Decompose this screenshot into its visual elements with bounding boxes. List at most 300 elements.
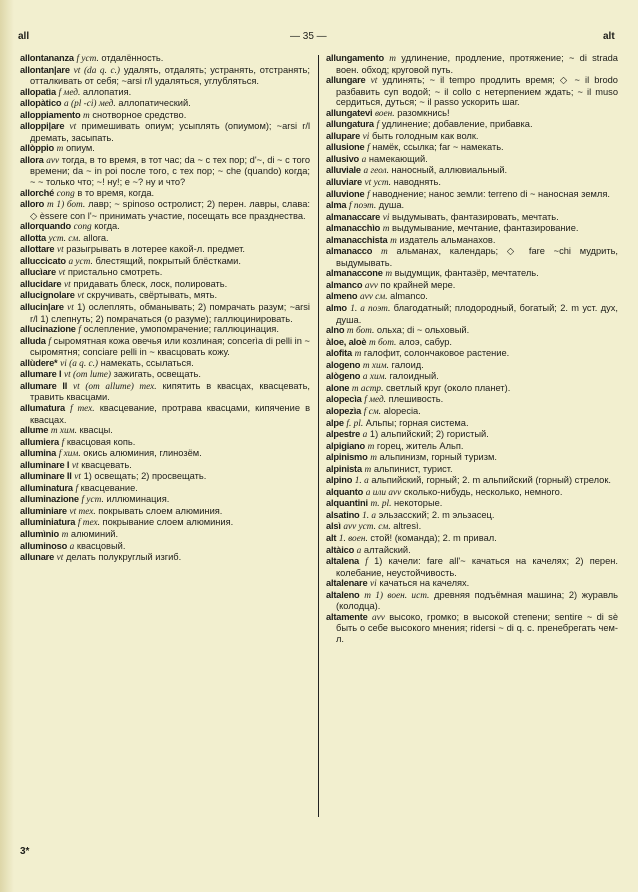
definition: удлинение; добавление, прибавка. xyxy=(381,119,533,130)
headword: alluviare xyxy=(326,177,362,188)
grammar-label: avv xyxy=(364,280,378,291)
grammar-label: a xyxy=(361,154,367,165)
grammar-label: f тех. xyxy=(77,518,100,529)
grammar-label: 1. воен. xyxy=(338,533,368,544)
headword: alogeno xyxy=(326,359,361,370)
definition: когда. xyxy=(94,221,120,232)
grammar-label: f xyxy=(367,143,370,154)
headword: allòppio xyxy=(20,143,55,154)
dictionary-entry xyxy=(20,233,310,245)
grammar-label: m xyxy=(56,144,64,155)
headword: allùdere* xyxy=(20,357,58,368)
definition: опиум. xyxy=(65,143,95,154)
definition: наносный, аллювиальный. xyxy=(391,165,508,176)
grammar-label: m xyxy=(354,349,362,360)
headword: alluminatura xyxy=(20,482,73,493)
headword: almanco xyxy=(326,279,363,290)
definition: некоторые. xyxy=(394,498,443,509)
dictionary-entry xyxy=(326,53,618,75)
headword: alpestre xyxy=(326,429,361,440)
headword: allumìnio xyxy=(20,528,60,539)
headword: allungare xyxy=(326,75,366,86)
dictionary-entry xyxy=(20,324,310,336)
definition: 1) ослеплять, обманывать; 2) помрачать разум; ~arsi r/l 1) слепнуть; 2) помрачаться (о разуме); галлюцинировать. xyxy=(30,302,310,324)
dictionary-entry xyxy=(20,143,310,155)
definition: Альпы; горная система. xyxy=(365,417,469,428)
dictionary-entry xyxy=(326,119,618,131)
headword: altaleno xyxy=(326,589,360,600)
page-edge-shadow xyxy=(0,0,14,892)
definition: квасцовая копь. xyxy=(66,436,136,447)
definition: аллопатический. xyxy=(118,98,191,109)
grammar-label: vt xyxy=(67,303,74,314)
grammar-label: f мед. xyxy=(58,87,81,98)
dictionary-entry xyxy=(326,348,618,360)
definition: душа. xyxy=(378,200,405,211)
definition: намекать, ссылаться. xyxy=(100,357,194,368)
dictionary-entry xyxy=(326,268,618,280)
headword: allora xyxy=(20,154,44,165)
headword: alno xyxy=(326,325,345,336)
definition: алоэ, сабур. xyxy=(398,336,452,347)
grammar-label: vi xyxy=(382,212,390,223)
definition: almanco. xyxy=(390,291,428,302)
grammar-label: f xyxy=(365,557,368,568)
headword: alluminare I xyxy=(20,459,70,470)
headword: àloe, aloè xyxy=(326,336,367,347)
grammar-label: vt xyxy=(56,245,64,256)
dictionary-entry xyxy=(326,452,618,464)
definition: галоид. xyxy=(391,359,424,370)
dictionary-entry xyxy=(326,212,618,224)
definition: alopecia. xyxy=(383,405,421,416)
definition: примешивать опиум; усыплять (опиумом); ~arsi r/l дремать, засыпать. xyxy=(30,121,311,143)
definition: древняя подъёмная машина; 2) журавль (колодца). xyxy=(336,589,619,612)
definition: квасцевание, протрава квасцами, кипячение в квасцах. xyxy=(30,402,311,425)
definition: снотворное средство. xyxy=(92,109,187,120)
definition: придавать блеск, лоск, полировать. xyxy=(73,278,228,289)
headword: almanaccone xyxy=(326,268,383,279)
grammar-label: vt xyxy=(71,460,79,471)
grammar-label: vt xyxy=(58,268,66,279)
dictionary-entry xyxy=(20,279,310,291)
dictionary-entry xyxy=(326,612,618,645)
right-guide-word: alt xyxy=(603,31,615,42)
dictionary-entry xyxy=(326,429,618,441)
grammar-label: m xyxy=(385,269,393,280)
grammar-label: m xyxy=(61,529,69,540)
grammar-label: vt уст. xyxy=(364,178,391,189)
definition: алтайский. xyxy=(363,544,411,555)
headword: allusione xyxy=(326,142,365,153)
headword: almanaccare xyxy=(326,211,381,222)
definition: альпинизм, горный туризм. xyxy=(379,452,497,463)
headword: alluminazione xyxy=(20,494,79,505)
grammar-label: 1. a поэт. xyxy=(350,304,391,315)
definition: альпийский, горный; 2. m альпийский (горный) стрелок. xyxy=(371,475,611,486)
definition: алюминий. xyxy=(70,528,119,539)
grammar-label: f уст. xyxy=(81,495,104,506)
dictionary-entry xyxy=(326,533,618,545)
dictionary-entry xyxy=(20,541,310,553)
headword: alpe xyxy=(326,417,344,428)
grammar-label: f мед. xyxy=(364,395,386,406)
dictionary-entry xyxy=(20,483,310,495)
headword: allotta xyxy=(20,232,46,243)
headword: alluvione xyxy=(326,188,365,199)
headword: alluda xyxy=(20,335,46,346)
definition: стой! (команда); 2. m привал. xyxy=(370,532,497,543)
headword: allucidare xyxy=(20,278,62,289)
headword: alògeno xyxy=(326,371,361,382)
dictionary-entry xyxy=(326,475,618,487)
grammar-label: m xyxy=(390,235,397,246)
definition: ольха; di ~ ольховый. xyxy=(376,325,470,336)
grammar-label: a xyxy=(362,430,368,441)
headword: allopatìa xyxy=(20,86,56,97)
definition: лавр; ~ spinoso остролист; 2) перен. лавры, слава: ◇ èssere con l'~ принимать участие, посещать все празднества. xyxy=(30,199,310,221)
grammar-label: m хим. xyxy=(50,426,77,437)
dictionary-entry xyxy=(20,221,310,233)
dictionary-entry xyxy=(326,246,618,268)
definition: квасцовый. xyxy=(76,540,126,551)
grammar-label: m xyxy=(83,110,90,121)
definition: по крайней мере. xyxy=(380,279,456,290)
dictionary-entry xyxy=(326,418,618,430)
grammar-label: m xyxy=(370,453,377,464)
grammar-label: vi xyxy=(362,131,370,142)
dictionary-entry xyxy=(326,177,618,189)
headword: alluminare II xyxy=(20,471,72,482)
definition: эльзасский; 2. m эльзасец. xyxy=(378,509,495,520)
dictionary-entry xyxy=(20,448,310,460)
grammar-label: avv уст. см. xyxy=(343,522,391,533)
dictionary-entry xyxy=(326,131,618,143)
grammar-label: f поэт. xyxy=(348,201,377,212)
definition: выдумывание, мечтание, фантазирование. xyxy=(392,223,579,234)
right-column xyxy=(326,53,618,644)
grammar-label: m 1) бот. xyxy=(47,200,86,211)
grammar-label: f xyxy=(367,189,370,200)
grammar-label: avv см. xyxy=(359,292,388,303)
grammar-label: vt xyxy=(56,553,64,564)
definition: благодатный; плодородный, богатый; 2. m уст. дух, душа. xyxy=(336,303,619,325)
definition: качаться на качелях. xyxy=(379,578,470,589)
grammar-label: avv xyxy=(371,612,385,623)
grammar-label: vt xyxy=(69,122,77,133)
headword: allontananza xyxy=(20,53,74,63)
dictionary-entry xyxy=(326,556,618,578)
definition: делать полукруглый изгиб. xyxy=(65,552,182,563)
headword: almanacchìo xyxy=(326,223,381,234)
grammar-label: a (pl -ci) мед. xyxy=(64,99,116,110)
definition: иллюминация. xyxy=(106,494,170,505)
grammar-label: m бот. xyxy=(346,326,375,337)
headword: altamente xyxy=(326,611,368,622)
dictionary-entry xyxy=(20,87,310,99)
definition: зажигать, освещать. xyxy=(113,369,201,380)
definition: галофит, солончаковое растение. xyxy=(363,348,510,359)
dictionary-entry xyxy=(326,280,618,292)
headword: alquanto xyxy=(326,486,364,497)
headword: altàico xyxy=(326,544,355,555)
dictionary-entry xyxy=(20,403,310,425)
definition: покрывать слоем алюминия. xyxy=(98,505,223,516)
dictionary-entry xyxy=(20,53,310,65)
dictionary-entry xyxy=(326,383,618,395)
definition: скручивать, свёртывать, мять. xyxy=(86,290,218,301)
grammar-label: a xyxy=(69,541,75,552)
dictionary-entry xyxy=(326,223,618,235)
headword: alloppiamento xyxy=(20,109,81,120)
dictionary-entry xyxy=(20,494,310,506)
grammar-label: f xyxy=(78,325,81,336)
headword: allorquando xyxy=(20,221,71,232)
dictionary-entry xyxy=(20,65,310,87)
dictionary-entry xyxy=(326,108,618,120)
dictionary-entry xyxy=(326,154,618,166)
grammar-label: vi xyxy=(370,579,377,590)
headword: allumiera xyxy=(20,436,60,447)
headword: allumatura xyxy=(20,402,66,413)
headword: alluminiatura xyxy=(20,517,76,528)
headword: allupare xyxy=(326,130,361,141)
grammar-label: vt xyxy=(74,472,81,483)
definition: наводнение; нанос земли: terreno di ~ наносная земля. xyxy=(372,188,610,199)
dictionary-entry xyxy=(20,302,310,324)
grammar-label: cong xyxy=(73,222,92,233)
headword: allume xyxy=(20,425,49,436)
definition: в то время, когда. xyxy=(77,187,155,198)
dictionary-entry xyxy=(20,336,310,358)
grammar-label: vt тех. xyxy=(69,506,96,517)
grammar-label: a хим. xyxy=(362,372,387,383)
grammar-label: f тех. xyxy=(70,403,95,414)
headword: alsì xyxy=(326,521,341,532)
dictionary-entry xyxy=(326,394,618,406)
definition: альманах, календарь; ◇ fare ~chi мудрить, выдумывать. xyxy=(336,246,619,268)
grammar-label: m xyxy=(381,247,388,258)
headword: allumare I xyxy=(20,369,62,380)
dictionary-entry xyxy=(326,189,618,201)
dictionary-entry xyxy=(326,303,618,325)
dictionary-entry xyxy=(20,437,310,449)
grammar-label: cong xyxy=(56,188,75,199)
grammar-label: a геол. xyxy=(363,166,389,177)
dictionary-entry xyxy=(20,517,310,529)
dictionary-entry xyxy=(20,369,310,381)
page-number: — 35 — xyxy=(290,31,327,42)
headword: alpinista xyxy=(326,463,362,474)
grammar-label: f. pl. xyxy=(346,418,364,429)
grammar-label: f xyxy=(376,120,380,131)
headword: alofita xyxy=(326,348,352,359)
grammar-label: avv xyxy=(46,155,60,166)
grammar-label: f см. xyxy=(363,406,381,417)
headword: alluminoso xyxy=(20,540,68,551)
grammar-label: vt (от allume) тех. xyxy=(72,381,157,392)
dictionary-entry xyxy=(326,291,618,303)
dictionary-entry xyxy=(20,267,310,279)
definition: 1) альпийский; 2) гористый. xyxy=(369,429,489,440)
definition: издатель альманахов. xyxy=(399,234,496,245)
dictionary-entry xyxy=(20,155,310,188)
definition: сколько-нибудь, несколько, немного. xyxy=(403,486,563,497)
dictionary-entry xyxy=(326,464,618,476)
dictionary-entry xyxy=(326,406,618,418)
headword: alpinismo xyxy=(326,452,368,463)
definition: выдумывать, фантазировать, мечтать. xyxy=(392,211,559,222)
headword: alloro xyxy=(20,199,45,210)
dictionary-entry xyxy=(20,244,310,256)
grammar-label: f xyxy=(61,437,65,448)
dictionary-entry xyxy=(326,235,618,247)
column-divider xyxy=(318,55,319,817)
definition: разомкнись! xyxy=(397,107,450,118)
definition: наводнять. xyxy=(393,177,441,188)
headword: allucin|are xyxy=(20,302,64,313)
definition: allora. xyxy=(83,232,109,243)
dictionary-entry xyxy=(20,188,310,200)
left-guide-word: all xyxy=(18,31,30,42)
dictionary-entry xyxy=(326,510,618,522)
grammar-label: vt xyxy=(370,76,378,87)
dictionary-entry xyxy=(326,578,618,590)
grammar-label: vt (от lume) xyxy=(64,370,111,381)
headword: allucignolare xyxy=(20,290,75,301)
dictionary-entry xyxy=(326,337,618,349)
definition: 1) качели: fare all'~ качаться на качелях; 2) перен. колебание, неустойчивость. xyxy=(336,556,618,578)
dictionary-entry xyxy=(326,360,618,372)
headword: allunare xyxy=(20,552,55,563)
dictionary-entry xyxy=(20,381,310,403)
dictionary-entry xyxy=(326,165,618,177)
headword: alone xyxy=(326,382,350,393)
grammar-label: vt xyxy=(77,291,85,302)
headword: alloppi|are xyxy=(20,121,65,132)
headword: allopàtico xyxy=(20,98,62,109)
dictionary-entry xyxy=(20,506,310,518)
headword: altalenare xyxy=(326,578,368,589)
definition: разыгрывать в лотерее какой-л. предмет. xyxy=(66,244,245,255)
headword: allottare xyxy=(20,244,55,255)
definition: альпинист, турист. xyxy=(373,463,453,474)
headword: allungamento xyxy=(326,53,385,63)
definition: квасцы. xyxy=(79,425,113,436)
definition: удлинять; ~ il tempo продлить время; ◇ ~ il brodo разбавить суп водой; ~ il collo с нетерпением ждать; ~ il muso сердиться, дуться; ~ il passo ускорить шаг. xyxy=(336,75,618,108)
grammar-label: m xyxy=(367,441,375,452)
grammar-label: a xyxy=(356,545,362,556)
definition: аллопатия. xyxy=(82,86,132,97)
definition: выдумщик, фантазёр, мечтатель. xyxy=(394,268,539,279)
dictionary-entry xyxy=(20,256,310,268)
grammar-label: f xyxy=(48,336,51,347)
dictionary-entry xyxy=(20,199,310,221)
dictionary-entry xyxy=(326,441,618,453)
headword: allungatura xyxy=(326,119,374,130)
headword: alluccicato xyxy=(20,255,66,266)
grammar-label: m xyxy=(389,54,397,64)
left-column xyxy=(20,53,310,564)
dictionary-entry xyxy=(20,552,310,564)
definition: отдалённость. xyxy=(101,53,164,63)
headword: altalena xyxy=(326,556,360,567)
headword: alluviale xyxy=(326,165,361,176)
headword: alpino xyxy=(326,475,353,486)
dictionary-entry xyxy=(326,498,618,510)
dictionary-entry xyxy=(326,200,618,212)
definition: 1) освещать; 2) просвещать. xyxy=(83,471,207,482)
headword: almo xyxy=(326,303,347,314)
grammar-label: 1. a xyxy=(354,476,369,487)
dictionary-entry xyxy=(326,325,618,337)
definition: намекающий. xyxy=(368,153,428,164)
definition: намёк, ссылка; far ~ намекать. xyxy=(372,142,504,153)
headword: alluminiare xyxy=(20,505,67,516)
grammar-label: m хим. xyxy=(362,360,389,371)
definition: горец, житель Альп. xyxy=(376,440,464,451)
grammar-label: уст. см. xyxy=(48,233,81,244)
grammar-label: f хим. xyxy=(58,449,81,460)
headword: alpigiano xyxy=(326,440,366,451)
headword: allucìare xyxy=(20,267,56,278)
grammar-label: vi (a q. c.) xyxy=(60,358,99,369)
grammar-label: a или avv xyxy=(365,487,402,498)
definition: кипятить в квасцах, квасцевать, травить квасцами. xyxy=(30,380,310,403)
dictionary-entry xyxy=(326,75,618,108)
grammar-label: воен. xyxy=(374,108,395,119)
grammar-label: 1. a xyxy=(362,510,377,521)
dictionary-entry xyxy=(326,371,618,383)
grammar-label: f xyxy=(75,483,79,494)
headword: alsatino xyxy=(326,509,360,520)
definition: удалять, отдалять; устранять, отстранять; отталкивать от себя; ~arsi r/l удаляться, углубляться. xyxy=(30,64,310,87)
dictionary-entry xyxy=(326,590,618,612)
headword: alopezìa xyxy=(326,405,362,416)
definition: окись алюминия, глинозём. xyxy=(83,448,202,459)
dictionary-entry xyxy=(20,98,310,110)
grammar-label: a уст. xyxy=(68,256,93,267)
definition: блестящий, покрытый блёстками. xyxy=(95,255,241,266)
grammar-label: m xyxy=(364,464,372,475)
headword: allusivo xyxy=(326,153,360,164)
grammar-label: m астр. xyxy=(351,383,384,394)
dictionary-entry xyxy=(326,545,618,557)
headword: allontan|are xyxy=(20,64,70,75)
grammar-label: m 1) воен. ист. xyxy=(364,590,430,601)
grammar-label: m бот. xyxy=(368,337,397,348)
headword: alt xyxy=(326,532,337,543)
definition: сыромятная кожа овечья или козлиная; concerìa di pelli in ~ сыромятня; conciare pelli in ~ квасцовать кожу. xyxy=(30,335,310,358)
dictionary-entry xyxy=(20,425,310,437)
dictionary-entry xyxy=(20,110,310,122)
dictionary-entry xyxy=(20,121,310,143)
definition: пристально смотреть. xyxy=(67,267,163,278)
grammar-label: vt xyxy=(64,279,71,290)
dictionary-entry xyxy=(326,521,618,533)
definition: тогда, в то время, в тот час; da ~ с тех пор; d'~, di ~ с того времени; da ~ in poi после того, с тех пор; ~ che (quando) когда; ~ ~ только что; ~! ну!; e ~? ну и что? xyxy=(30,154,310,188)
grammar-label: vt (da q. c.) xyxy=(73,65,121,76)
headword: almeno xyxy=(326,291,358,302)
headword: allumina xyxy=(20,448,57,459)
headword: alma xyxy=(326,200,347,211)
definition: altresì. xyxy=(393,521,422,532)
definition: квасцевать. xyxy=(81,459,132,470)
definition: ослепление, умопомрачение; галлюцинация. xyxy=(83,324,279,335)
headword: allorché xyxy=(20,187,55,198)
dictionary-entry xyxy=(326,487,618,499)
headword: allucinazione xyxy=(20,324,76,335)
